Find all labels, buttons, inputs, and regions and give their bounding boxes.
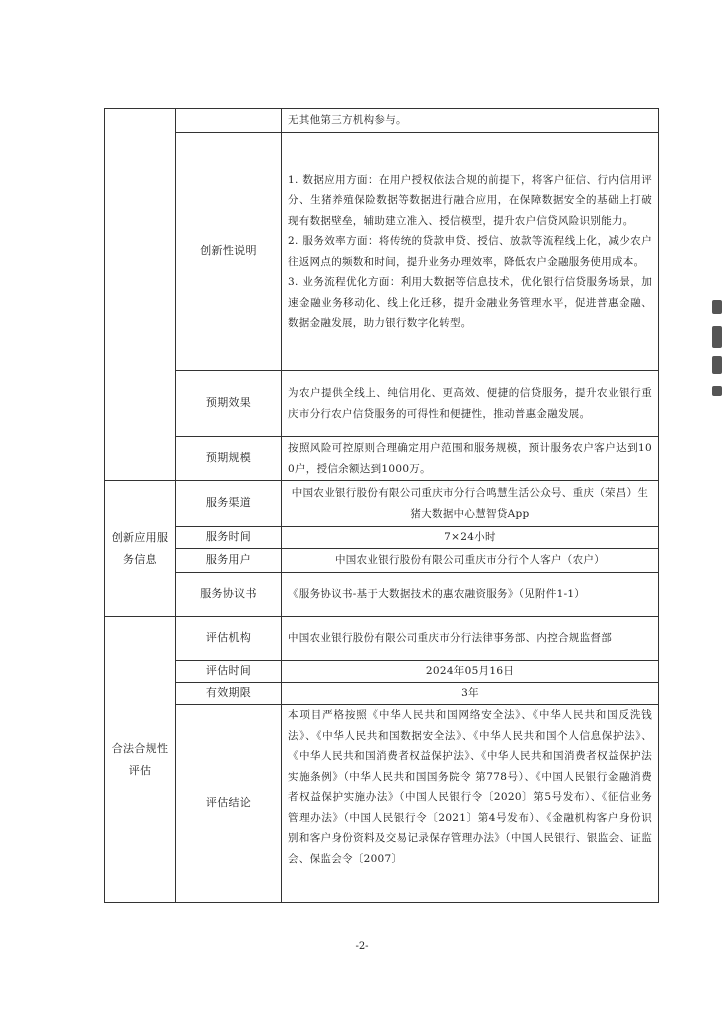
expected-effect-text: 为农户提供全线上、纯信用化、更高效、便捷的信贷服务，提升农业银行重庆市分行农户信贷服务的可得性和便捷性，推动普惠金融发展。 (282, 371, 659, 437)
innovation-point-3: 3. 业务流程优化方面：利用大数据等信息技术，优化银行信贷服务场景，加速金融业务移动化、线上化迁移，提升金融业务管理水平，促进普惠金融、数据金融发展，助力银行数字化转型。 (288, 276, 652, 329)
table-row (105, 109, 659, 133)
validity-text: 3年 (282, 683, 659, 705)
table-row (105, 481, 659, 527)
scan-edge-mark (712, 326, 722, 348)
scan-edge-mark (712, 386, 722, 396)
service-agreement-label: 服务协议书 (176, 573, 282, 617)
service-agreement-text: 《服务协议书-基于大数据技术的惠农融资服务》（见附件1-1） (282, 573, 659, 617)
service-info-section: 创新应用服务信息 (105, 481, 176, 617)
assessment-date-text: 2024年05月16日 (282, 661, 659, 683)
table-row (105, 573, 659, 617)
innovation-point-1: 1. 数据应用方面：在用户授权依法合规的前提下，将客户征信、行内信用评分、生猪养殖保险数据等数据进行融合应用，在保障数据安全的基础上打破现有数据壁垒，辅助建立准入、授信模型，提升农户信贷风险识别能力。 (288, 173, 652, 227)
expected-effect-label: 预期效果 (176, 371, 282, 437)
table-row (105, 705, 659, 903)
service-users-text: 中国农业银行股份有限公司重庆市分行个人客户（农户） (282, 549, 659, 573)
assessment-org-label: 评估机构 (176, 617, 282, 661)
service-channel-text: 中国农业银行股份有限公司重庆市分行合鸣慧生活公众号、重庆（荣昌）生猪大数据中心慧智贷App (282, 481, 659, 527)
expected-scale-text: 按照风险可控原则合理确定用户范围和服务规模，预计服务农户客户达到100户，授信余额达到1000万。 (282, 437, 659, 481)
blank-section-cell (105, 109, 176, 481)
expected-scale-label: 预期规模 (176, 437, 282, 481)
innovation-point-2: 2. 服务效率方面：将传统的贷款申贷、授信、放款等流程线上化，减少农户往返网点的频数和时间，提升业务办理效率，降低农户金融服务使用成本。 (288, 235, 652, 268)
scan-edge-mark (712, 300, 722, 314)
table-row (105, 661, 659, 683)
validity-label: 有效期限 (176, 683, 282, 705)
page-number: -2- (355, 941, 369, 952)
innovation-content (282, 133, 659, 371)
table-row (105, 527, 659, 549)
assessment-date-label: 评估时间 (176, 661, 282, 683)
innovation-label: 创新性说明 (176, 133, 282, 371)
service-time-text: 7×24小时 (282, 527, 659, 549)
table-row (105, 617, 659, 661)
service-time-label: 服务时间 (176, 527, 282, 549)
service-channel-label: 服务渠道 (176, 481, 282, 527)
third-party-note: 无其他第三方机构参与。 (282, 109, 659, 133)
application-form-table (104, 108, 659, 903)
blank-label-cell (176, 109, 282, 133)
table-row (105, 549, 659, 573)
conclusion-label: 评估结论 (176, 705, 282, 903)
table-row (105, 437, 659, 481)
compliance-section: 合法合规性评估 (105, 617, 176, 903)
scan-edge-mark (712, 356, 722, 374)
table-row (105, 683, 659, 705)
conclusion-text: 本项目严格按照《中华人民共和国网络安全法》、《中华人民共和国反洗钱法》、《中华人民共和国数据安全法》、《中华人民共和国个人信息保护法》、《中华人民共和国消费者权益保护法》、《中华人民共和国消费者权益保护法实施条例》（中华人民共和国国务院令 第778号）、《中国人民银行金融消费者权益保护实施办法》（中国人民银行令〔2020〕第5号发布）、《征信业务管理办法》（中国人民银行令〔2021〕第4号发布）、《金融机构客户身份识别和客户身份资料及交易记录保存管理办法》（中国人民银行、银监会、证监会、保监会令〔2007〕 (282, 705, 659, 903)
table-row (105, 133, 659, 371)
assessment-org-text: 中国农业银行股份有限公司重庆市分行法律事务部、内控合规监督部 (282, 617, 659, 661)
service-users-label: 服务用户 (176, 549, 282, 573)
table-row (105, 371, 659, 437)
